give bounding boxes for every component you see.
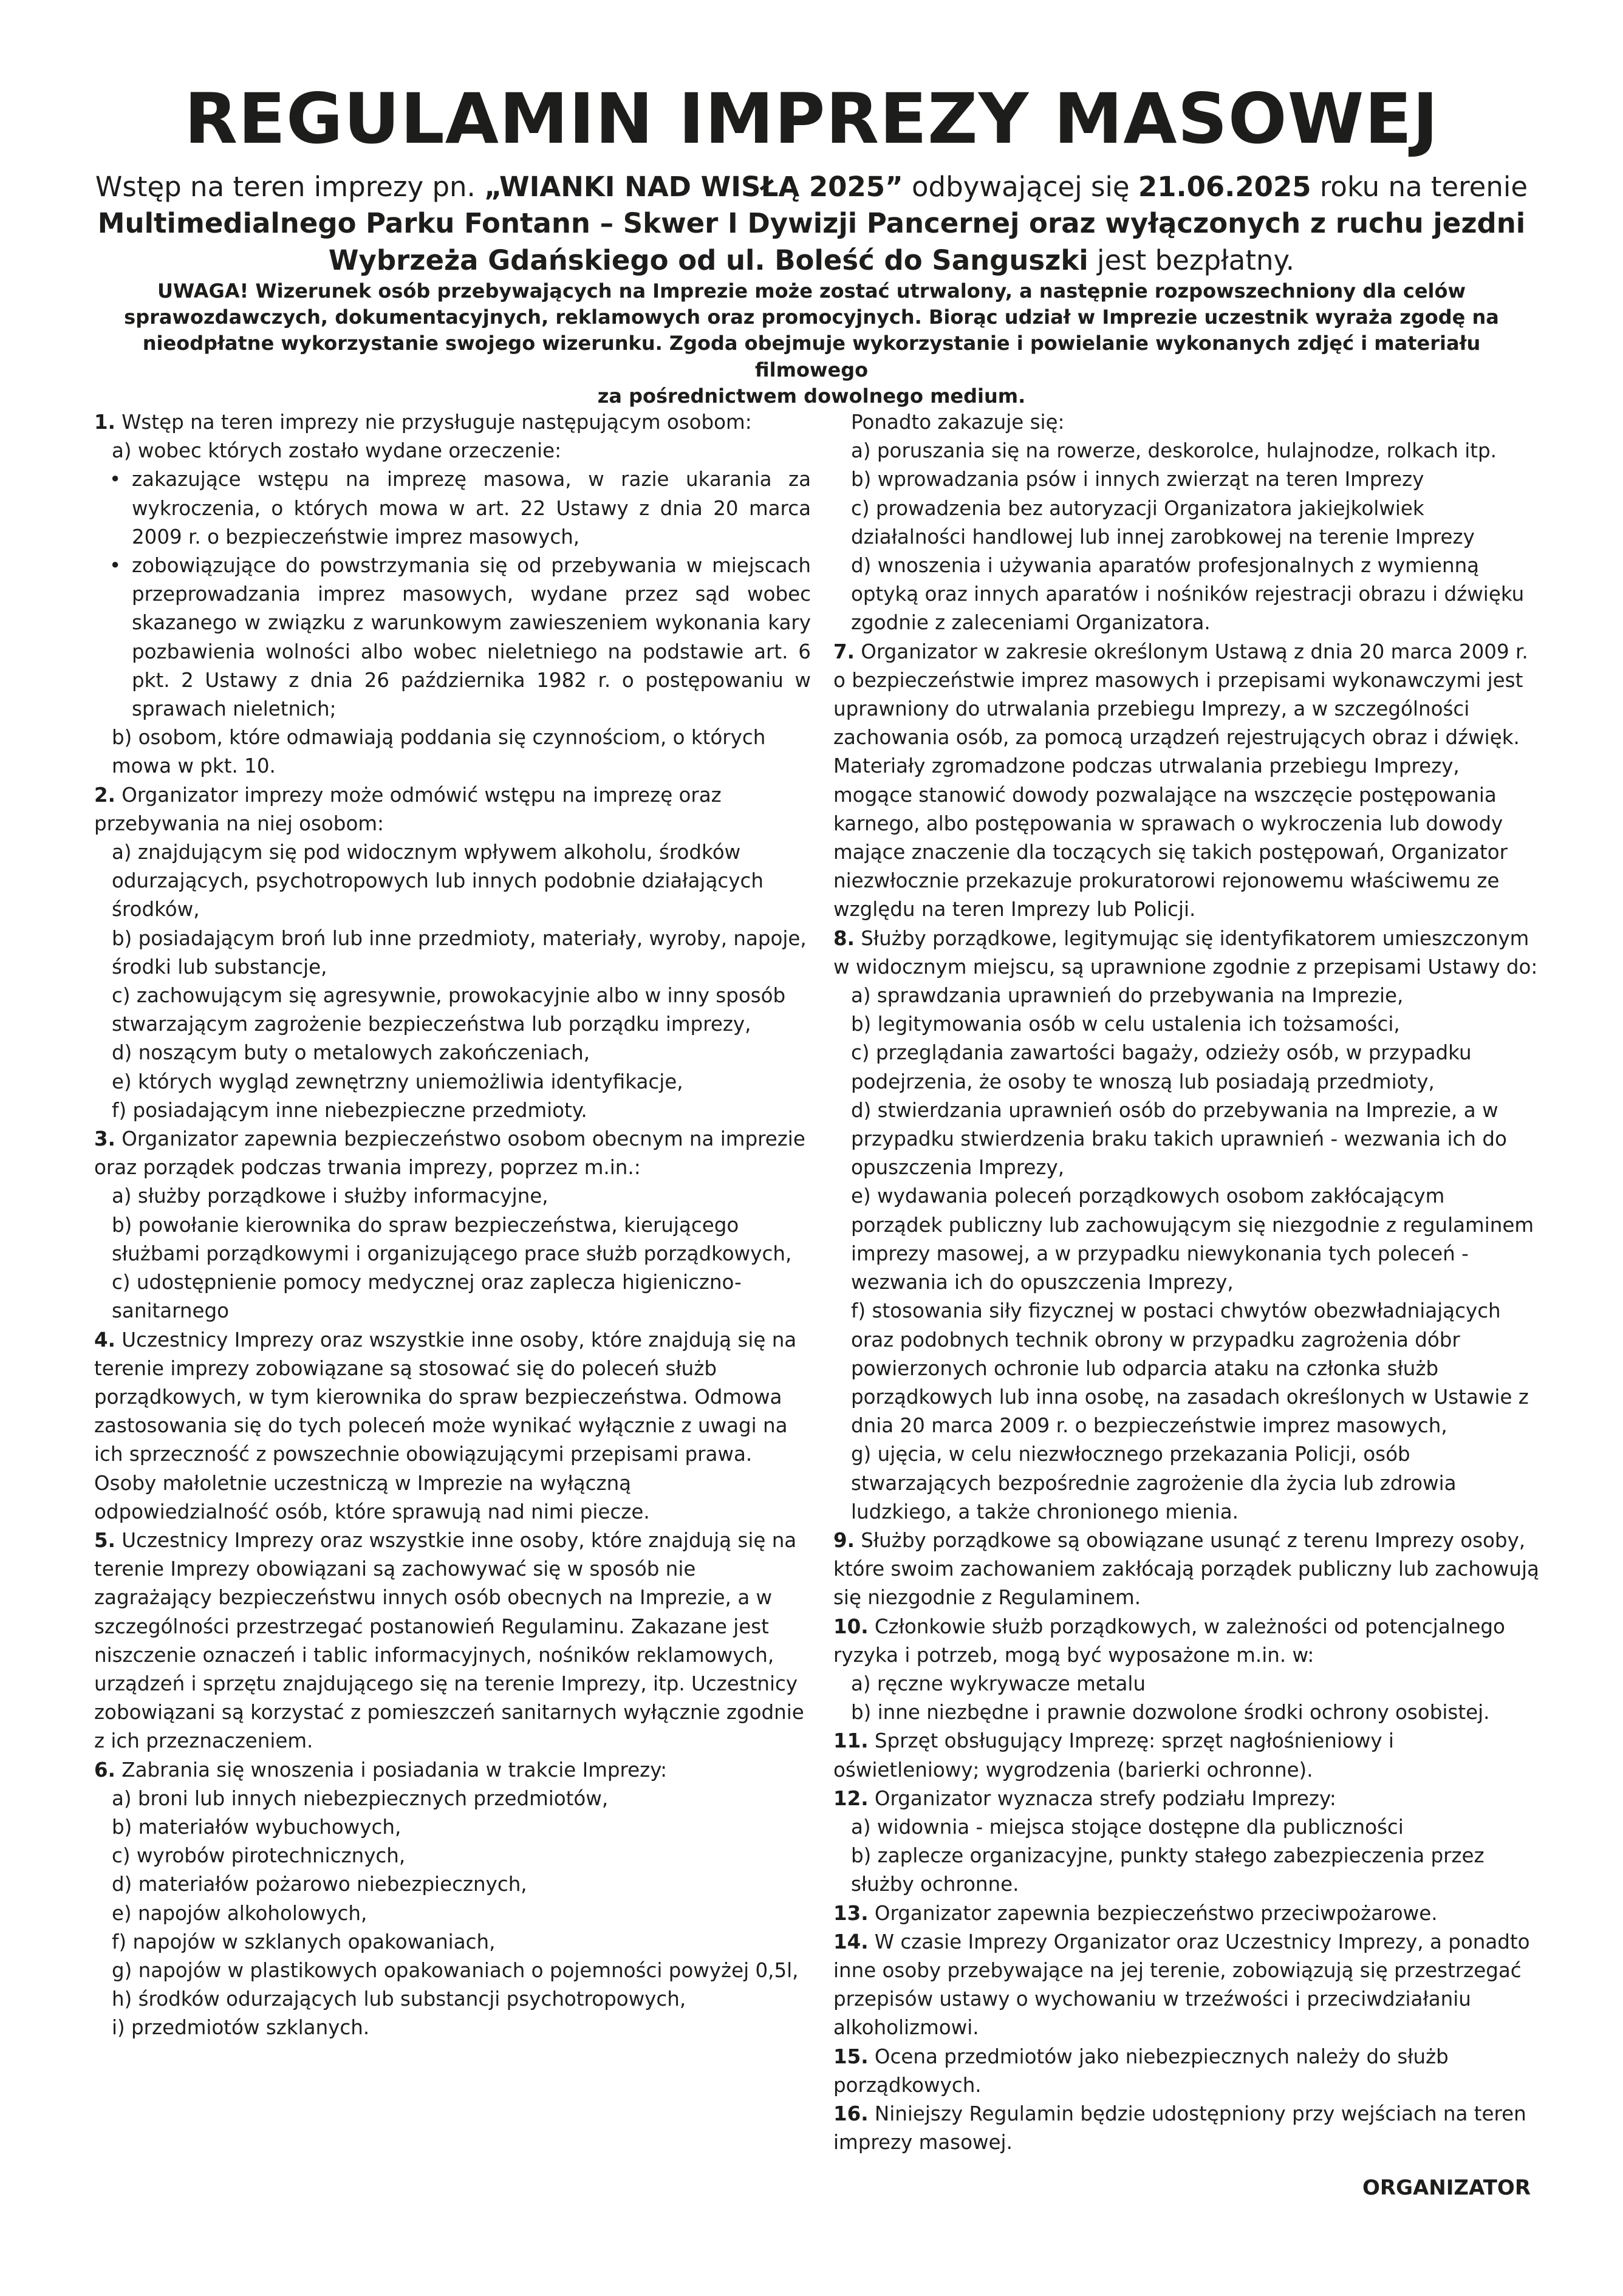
section-6-item-e: e) napojów alkoholowych, xyxy=(112,1901,367,1925)
section-6-item-b: b) materiałów wybuchowych, xyxy=(112,1815,401,1839)
section-6-item-d: d) materiałów pożarowo niebezpiecznych, xyxy=(112,1873,527,1896)
section-8-item-b: b) legitymowania osób w celu ustalenia ich tożsamości, xyxy=(851,1013,1400,1036)
section-8-item-d: d) stwierdzania uprawnień osób do przebywania na Imprezie, a w przypadku stwierdzenia braku takich uprawnień - wezwania ich do opuszczenia Imprezy, xyxy=(851,1098,1507,1180)
intro-paragraph xyxy=(91,169,1532,279)
section-1 xyxy=(94,408,811,437)
section-number: 15. xyxy=(833,2045,869,2068)
left-column xyxy=(94,408,811,2043)
section-3-item-a: a) służby porządkowe i służby informacyjne, xyxy=(112,1184,548,1208)
section-6-item-h: h) środków odurzających lub substancji psychotropowych, xyxy=(112,1987,686,2011)
section-1-item-b: b) osobom, które odmawiają poddania się czynnościom, o których mowa w pkt. 10. xyxy=(112,726,766,778)
section-12-item-a: a) widownia - miejsca stojące dostępne dla publiczności xyxy=(851,1815,1404,1839)
section-3 xyxy=(94,1125,811,1182)
section-6-continued-item-d: d) wnoszenia i używania aparatów profesjonalnych z wymienną optyką oraz innych aparatów i nośników rejestracji obrazu i dźwięku zgodnie z zaleceniami Organizatora. xyxy=(851,554,1525,635)
section-6-continued-intro: Ponadto zakazuje się: xyxy=(851,411,1065,434)
warning-line-4: za pośrednictwem dowolnego medium. xyxy=(597,384,1026,408)
section-number: 12. xyxy=(833,1786,869,1810)
section-4 xyxy=(94,1326,811,1526)
section-6 xyxy=(94,1756,811,1785)
warning-line-1: UWAGA! Wizerunek osób przebywających na Imprezie może zostać utrwalony, a następnie rozpowszechniony dla celów xyxy=(157,279,1466,302)
section-15 xyxy=(833,2043,1539,2100)
intro-text-start: Wstęp na teren imprezy pn. xyxy=(95,171,485,203)
section-12-item-b: b) zaplecze organizacyjne, punkty stałego zabezpieczenia przez służby ochronne. xyxy=(851,1844,1485,1896)
section-number: 14. xyxy=(833,1930,869,1953)
section-number: 16. xyxy=(833,2102,869,2125)
section-6-item-a: a) broni lub innych niebezpiecznych przedmiotów, xyxy=(112,1786,609,1810)
section-text: Uczestnicy Imprezy oraz wszystkie inne osoby, które znajdują się na terenie Imprezy obowiązani są zachowywać się w sposób nie zagrażający bezpieczeństwu innych osób obecnych na Imprezie, a w szczególności przestrzegać postanowień Regulaminu. Zakazane jest niszczenie oznaczeń i tablic informacyjnych, nośników reklamowych, urządzeń i sprzętu znajdującego się na terenie Imprezy, itp. Uczestnicy zobowiązani są korzystać z pomieszczeń sanitarnych wyłącznie zgodnie z ich przeznaczeniem. xyxy=(94,1528,804,1753)
image-consent-warning xyxy=(91,278,1532,409)
intro-text-mid: odbywającej się xyxy=(903,171,1138,203)
section-1-bullet-list xyxy=(94,465,811,723)
section-8-item-a: a) sprawdzania uprawnień do przebywania na Imprezie, xyxy=(851,984,1404,1008)
section-6-item-g: g) napojów w plastikowych opakowaniach o pojemności powyżej 0,5l, xyxy=(112,1958,799,1982)
event-location: Multimedialnego Parku Fontann – Skwer I Dywizji Pancernej oraz wyłączonych z ruchu jezdni Wybrzeża Gdańskiego od ul. Boleść do Sanguszki xyxy=(97,207,1526,276)
section-number: 10. xyxy=(833,1614,869,1638)
section-number: 5. xyxy=(94,1528,115,1552)
right-column xyxy=(833,408,1539,2157)
section-7 xyxy=(833,638,1539,924)
section-5 xyxy=(94,1526,811,1756)
section-number: 3. xyxy=(94,1127,115,1151)
section-text: Członkowie służb porządkowych, w zależności od potencjalnego ryzyka i potrzeb, mogą być wyposażone m.in. w: xyxy=(833,1614,1505,1667)
section-2-item-e: e) których wygląd zewnętrzny uniemożliwia identyfikacje, xyxy=(112,1070,683,1093)
intro-text-post: roku na terenie xyxy=(1311,171,1528,203)
section-6-item-f: f) napojów w szklanych opakowaniach, xyxy=(112,1930,496,1953)
section-2-item-b: b) posiadającym broń lub inne przedmioty, materiały, wyroby, napoje, środki lub substancje, xyxy=(112,926,807,979)
section-10-item-b: b) inne niezbędne i prawnie dozwolone środki ochrony osobistej. xyxy=(851,1701,1490,1724)
warning-line-3: nieodpłatne wykorzystanie swojego wizerunku. Zgoda obejmuje wykorzystanie i powielanie wykonanych zdjęć i materiału filmowego xyxy=(142,332,1481,381)
section-8 xyxy=(833,924,1539,982)
section-text: Zabrania się wnoszenia i posiadania w trakcie Imprezy: xyxy=(115,1758,668,1782)
section-14 xyxy=(833,1928,1539,2043)
document-title: REGULAMIN IMPREZY MASOWEJ xyxy=(184,78,1439,159)
section-1-item-a: a) wobec których zostało wydane orzeczenie: xyxy=(112,439,562,463)
organizer-signature: ORGANIZATOR xyxy=(1362,2176,1531,2200)
section-text: Ocena przedmiotów jako niebezpiecznych należy do służb porządkowych. xyxy=(833,2045,1449,2097)
section-6-item-i: i) przedmiotów szklanych. xyxy=(112,2016,370,2040)
section-12 xyxy=(833,1785,1539,1813)
section-number: 2. xyxy=(94,783,115,807)
section-text: Organizator wyznacza strefy podziału Imprezy: xyxy=(868,1786,1336,1810)
section-text: Organizator w zakresie określonym Ustawą z dnia 20 marca 2009 r. o bezpieczeństwie imprez masowych i przepisami wykonawczymi jest uprawniony do utrwalania przebiegu Imprezy, a w szczególności zachowania osób, za pomocą urządzeń rejestrujących obraz i dźwięk. Materiały zgromadzone podczas utrwalania przebiegu Imprezy, mogące stanowić dowody pozwalające na wszczęcie postępowania karnego, albo postępowania w sprawach o wykroczenia lub dowody mające znaczenie dla toczących się takich postępowań, Organizator niezwłocznie przekazuje prokuratorowi rejonowemu właściwemu ze względu na teren Imprezy lub Policji. xyxy=(833,640,1528,921)
section-text: Niniejszy Regulamin będzie udostępniony przy wejściach na teren imprezy masowej. xyxy=(833,2102,1526,2154)
section-8-item-c: c) przeglądania zawartości bagaży, odzieży osób, w przypadku podejrzenia, że osoby te wnoszą lub posiadają przedmioty, xyxy=(851,1041,1472,1093)
section-2-item-c: c) zachowującym się agresywnie, prowokacyjnie albo w inny sposób stwarzającym zagrożenie bezpieczeństwa lub porządku imprezy, xyxy=(112,984,786,1036)
section-2-item-d: d) noszącym buty o metalowych zakończeniach, xyxy=(112,1041,590,1065)
section-1-bullet: • zobowiązujące do powstrzymania się od przebywania w miejscach przeprowadzania imprez masowych, wydane przez sąd wobec skazanego w związku z warunkowym zawieszeniem wykonania kary pozbawienia wolności albo wobec nieletniego na podstawie art. 6 pkt. 2 Ustawy z dnia 26 października 1982 r. o postępowaniu w sprawach nieletnich; xyxy=(132,552,811,723)
section-text: W czasie Imprezy Organizator oraz Uczestnicy Imprezy, a ponadto inne osoby przebywające na jej terenie, zobowiązują się przestrzegać przepisów ustawy o wychowaniu w trzeźwości i przeciwdziałaniu alkoholizmowi. xyxy=(833,1930,1530,2040)
section-number: 9. xyxy=(833,1528,855,1552)
section-16 xyxy=(833,2100,1539,2157)
section-13 xyxy=(833,1899,1539,1928)
section-8-item-f: f) stosowania siły fizycznej w postaci chwytów obezwładniających oraz podobnych technik obrony w przypadku zagrożenia dóbr powierzonych ochronie lub odparcia ataku na członka służb porządkowych lub inna osobę, na zasadach określonych w Ustawie z dnia 20 marca 2009 r. o bezpieczeństwie imprez masowych, xyxy=(851,1299,1529,1438)
section-2-item-f: f) posiadającym inne niebezpieczne przedmioty. xyxy=(112,1098,587,1122)
section-6-continued-item-c: c) prowadzenia bez autoryzacji Organizatora jakiejkolwiek działalności handlowej lub innej zarobkowej na terenie Imprezy xyxy=(851,496,1475,548)
section-text: Uczestnicy Imprezy oraz wszystkie inne osoby, które znajdują się na terenie imprezy zobowiązane są stosować się do poleceń służb porządkowych, w tym kierownika do spraw bezpieczeństwa. Odmowa zastosowania się do tych poleceń może wynikać wyłącznie z uwagi na ich sprzeczność z powszechnie obowiązującymi przepisami prawa. Osoby małoletnie uczestniczą w Imprezie na wyłączną odpowiedzialność osób, które sprawują nad nimi piecze. xyxy=(94,1328,797,1523)
section-number: 4. xyxy=(94,1328,115,1351)
section-10-item-a: a) ręczne wykrywacze metalu xyxy=(851,1672,1146,1695)
event-date: 21.06.2025 xyxy=(1138,171,1311,203)
section-11 xyxy=(833,1727,1539,1784)
section-number: 8. xyxy=(833,926,855,950)
section-3-item-c: c) udostępnienie pomocy medycznej oraz zaplecza higieniczno-sanitarnego xyxy=(112,1271,742,1323)
section-8-item-e: e) wydawania poleceń porządkowych osobom zakłócającym porządek publiczny lub zachowującym się niezgodnie z regulaminem imprezy masowej, a w przypadku niewykonania tych poleceń - wezwania ich do opuszczenia Imprezy, xyxy=(851,1184,1534,1294)
section-8-item-g: g) ujęcia, w celu niezwłocznego przekazania Policji, osób stwarzających bezpośrednie zagrożenie dla życia lub zdrowia ludzkiego, a także chronionego mienia. xyxy=(851,1443,1457,1523)
section-6-item-c: c) wyrobów pirotechnicznych, xyxy=(112,1844,406,1868)
section-6-continued-item-b: b) wprowadzania psów i innych zwierząt na teren Imprezy xyxy=(851,468,1424,491)
section-text: Sprzęt obsługujący Imprezę: sprzęt nagłośnieniowy i oświetleniowy; wygrodzenia (barierki ochronne). xyxy=(833,1729,1394,1782)
section-text: Organizator zapewnia bezpieczeństwo osobom obecnym na imprezie oraz porządek podczas trwania imprezy, poprzez m.in.: xyxy=(94,1127,805,1180)
event-name: „WIANKI NAD WISŁĄ 2025” xyxy=(484,171,903,203)
section-number: 11. xyxy=(833,1729,869,1753)
section-text: Służby porządkowe, legitymując się identyfikatorem umieszczonym w widocznym miejscu, są uprawnione zgodnie z przepisami Ustawy do: xyxy=(833,926,1538,979)
section-number: 6. xyxy=(94,1758,115,1782)
warning-line-2: sprawozdawczych, dokumentacyjnych, reklamowych oraz promocyjnych. Biorąc udział w Imprezie uczestnik wyraża zgodę na xyxy=(124,306,1499,329)
section-6-continued-item-a: a) poruszania się na rowerze, deskorolce, hulajnodze, rolkach itp. xyxy=(851,439,1497,463)
section-text: Wstęp na teren imprezy nie przysługuje następującym osobom: xyxy=(115,411,752,434)
intro-text-end: jest bezpłatny. xyxy=(1088,244,1295,276)
section-10 xyxy=(833,1613,1539,1670)
section-2 xyxy=(94,781,811,838)
section-text: Organizator zapewnia bezpieczeństwo przeciwpożarowe. xyxy=(868,1901,1438,1925)
section-9 xyxy=(833,1526,1539,1613)
section-1-bullet: • zakazujące wstępu na imprezę masowa, w razie ukarania za wykroczenia, o których mowa w art. 22 Ustawy z dnia 20 marca 2009 r. o bezpieczeństwie imprez masowych, xyxy=(132,465,811,552)
section-text: Organizator imprezy może odmówić wstępu na imprezę oraz przebywania na niej osobom: xyxy=(94,783,722,835)
section-3-item-b: b) powołanie kierownika do spraw bezpieczeństwa, kierującego służbami porządkowymi i organizującego prace służb porządkowych, xyxy=(112,1213,792,1265)
section-number: 7. xyxy=(833,640,855,663)
section-number: 1. xyxy=(94,411,115,434)
section-2-item-a: a) znajdującym się pod widocznym wpływem alkoholu, środków odurzających, psychotropowych lub innych podobnie działających środków, xyxy=(112,841,764,921)
section-text: Służby porządkowe są obowiązane usunąć z terenu Imprezy osoby, które swoim zachowaniem zakłócają porządek publiczny lub zachowują się niezgodnie z Regulaminem. xyxy=(833,1528,1539,1610)
section-number: 13. xyxy=(833,1901,869,1925)
